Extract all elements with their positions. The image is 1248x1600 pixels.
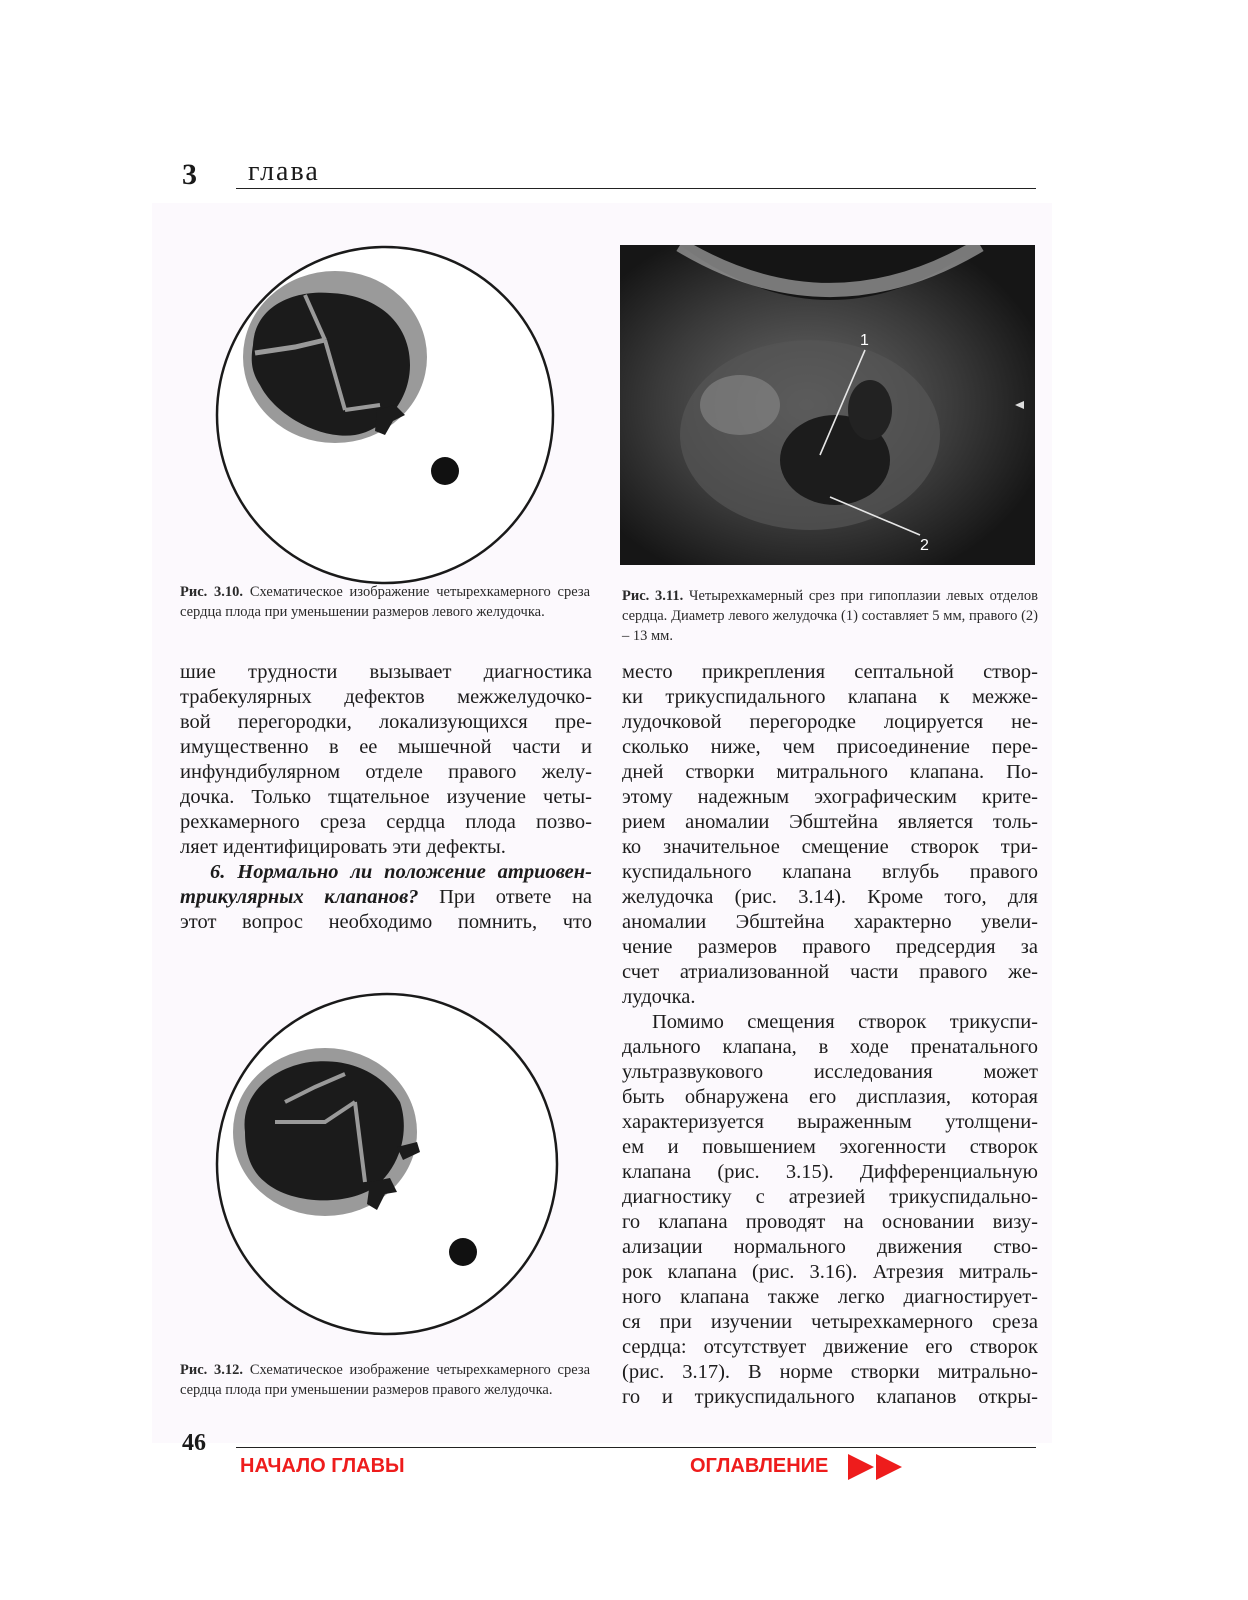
text-line: рием аномалии Эбштейна является толь- — [622, 811, 1038, 833]
text-line: этому надежным эхографическим крите- — [622, 786, 1038, 808]
text-fragment: При ответе на — [418, 886, 593, 908]
chapter-start-link[interactable]: НАЧАЛО ГЛАВЫ — [240, 1455, 405, 1477]
text-line: ультразвукового исследования может — [622, 1061, 1038, 1083]
text-line: ного клапана также легко диагностирует- — [622, 1286, 1038, 1308]
text-line: аномалии Эбштейна характерно увели- — [622, 911, 1038, 933]
double-arrow-right-icon[interactable] — [848, 1452, 908, 1482]
page-number: 46 — [182, 1430, 206, 1456]
text-line: рок клапана (рис. 3.16). Атрезия митраль- — [622, 1261, 1038, 1283]
text-line: диагностику с атрезией трикуспидально- — [622, 1186, 1038, 1208]
text-line: сколько ниже, чем присоединение пере- — [622, 736, 1038, 758]
text-line: вой перегородки, локализующихся пре- — [180, 711, 592, 733]
caption-text: Схематическое изображение четырехкамерного среза сердца плода при уменьшении размеров левого желудочка. — [180, 584, 591, 620]
caption-text: Схематическое изображение четырехкамерного среза сердца плода при уменьшении размеров правого желудочка. — [180, 1362, 591, 1398]
text-line: дочка. Только тщательное изучение четы- — [180, 786, 592, 808]
figure-3-12-schematic — [205, 982, 570, 1347]
text-line: место прикрепления септальной створ- — [622, 661, 1038, 683]
caption-fig-3-11 — [622, 586, 1038, 646]
text-line: ляет идентифицировать эти дефекты. — [180, 836, 506, 858]
text-line: Помимо смещения створок трикуспи- — [652, 1011, 1038, 1033]
text-line: ко значительное смещение створок три- — [622, 836, 1038, 858]
text-line: шие трудности вызывает диагностика — [180, 661, 592, 683]
caption-text: Четырехкамерный срез при гипоплазии левых отделов сердца. Диаметр левого желудочка (1) составляет 5 мм, правого (2) – 13 мм. — [622, 588, 1039, 644]
marker-2: 2 — [920, 537, 929, 554]
text-line: ем и повышением эхогенности створок — [622, 1136, 1038, 1158]
right-text-column — [622, 660, 1038, 1410]
text-line: куспидального клапана вглубь правого — [622, 861, 1038, 883]
caption-label: Рис. 3.12. — [180, 1362, 244, 1378]
header-rule — [236, 188, 1036, 189]
question-line — [180, 885, 592, 910]
text-line: ализации нормального движения ство- — [622, 1236, 1038, 1258]
text-line: ки трикуспидального клапана к межже- — [622, 686, 1038, 708]
left-text-column — [180, 660, 592, 935]
text-line: инфундибулярном отделе правого желу- — [180, 761, 592, 783]
text-line: (рис. 3.17). В норме створки митрально- — [622, 1361, 1038, 1383]
caption-fig-3-12 — [180, 1360, 590, 1400]
text-line: дней створки митрального клапана. По- — [622, 761, 1038, 783]
text-line: счет атриализованной части правого же- — [622, 961, 1038, 983]
chapter-number: 3 — [182, 158, 197, 191]
text-line: го клапана проводят на основании визу- — [622, 1211, 1038, 1233]
question-heading: 6. Нормально ли положение атриовен- — [210, 861, 592, 883]
text-line: ся при изучении четырехкамерного среза — [622, 1311, 1038, 1333]
text-line: дального клапана, в ходе пренатального — [622, 1036, 1038, 1058]
table-of-contents-link[interactable]: ОГЛАВЛЕНИЕ — [690, 1455, 829, 1477]
text-line: клапана (рис. 3.15). Дифференциальную — [622, 1161, 1038, 1183]
text-line: этот вопрос необходимо помнить, что — [180, 911, 592, 933]
text-line: чение размеров правого предсердия за — [622, 936, 1038, 958]
marker-1: 1 — [860, 332, 869, 349]
text-line: имущественно в ее мышечной части и — [180, 736, 592, 758]
text-line: сердца: отсутствует движение его створок — [622, 1336, 1038, 1358]
figure-3-10-schematic — [205, 235, 565, 595]
figure-3-11-ultrasound — [620, 245, 1035, 565]
text-line: трабекулярных дефектов межжелудочко- — [180, 686, 592, 708]
caption-fig-3-10 — [180, 582, 590, 622]
text-line: быть обнаружена его дисплазия, которая — [622, 1086, 1038, 1108]
text-line: лудочка. — [622, 986, 696, 1008]
footer-rule — [236, 1447, 1036, 1448]
question-heading-cont: трикулярных клапанов? — [180, 886, 419, 908]
caption-label: Рис. 3.11. — [622, 588, 684, 604]
caption-label: Рис. 3.10. — [180, 584, 244, 600]
text-line: го и трикуспидального клапанов откры- — [622, 1386, 1038, 1408]
chapter-label: глава — [248, 156, 320, 187]
text-line: рехкамерного среза сердца плода позво- — [180, 811, 592, 833]
text-line: лудочковой перегородке лоцируется не- — [622, 711, 1038, 733]
text-line: желудочка (рис. 3.14). Кроме того, для — [622, 886, 1038, 908]
text-line: характеризуется выраженным утолщени- — [622, 1111, 1038, 1133]
